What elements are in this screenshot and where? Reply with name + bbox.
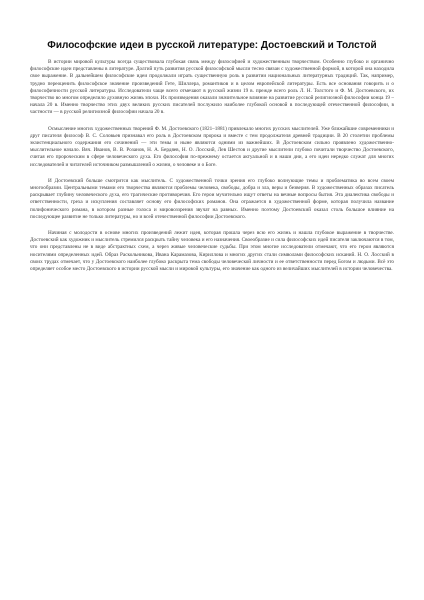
paragraph: В истории мировой культуры всегда существовала глубокая связь между философией и художественным творчеством. Особенно глубоко и органично философские идеи представлены в литературе. Долгий путь развития русской философской мысли тесно связан с художественной формой, в которой она находила свое выражение. В дальнейшем философские идеи продолжали играть существенную роль в развитии национальных литературных традиций. Так, например, трудно переоценить философское значение произведений Гете, Шиллера, романтиков и в целом европейской литературы. Есть все основания говорить и о философичности русской литературы. Исследователи чаще всего отмечают в русской жизни 19 в. прежде всего роль Л. Н. Толстого и Ф. М. Достоевского, их творчество во многом определило духовную жизнь эпохи. Их произведения оказали значительное влияние на развитие русской религиозной философии конца 19 – начала 20 в. Именно творчество этих двух великих русских писателей послужило наиболее глубокой основой в последующей отечественной философии, в частности — в русской религиозной философии начала 20 в. <box>30 59 394 116</box>
paragraph: Начиная с молодости в основе многих произведений лежит идея, которая прошла через всю его жизнь и нашла глубокое выражение в творчестве. Достоевский как художник и мыслитель стремился раскрыть тайну человека и его назначения. Своеобразие и сила философских идей писателя заключаются в том, что они представлены не в виде абстрактных схем, а через живые человеческие судьбы. При этом многие исследователи отмечают, что его герои являются носителями определенных идей. Образ Раскольникова, Ивана Карамазова, Кириллова и многих других стали символами философских исканий. Н. О. Лосский в своих трудах отмечает, что у Достоевского наиболее глубоко раскрыта тема свободы человеческой личности и ее ответственности перед Богом и людьми. Всё это определяет особое место Достоевского в истории русской мысли и мировой культуры, его значение как одного из величайших мыслителей в истории человечества. <box>30 230 394 273</box>
paragraph: Осмысление многих художественных творений Ф. М. Достоевского (1821–1881) привлекало многих русских мыслителей. Уже ближайшие современники и друг писателя философ В. С. Соловьев признавал его роль в Достоевском пророка и вместе с тем продолжателя древней традиции. В 20 столетии проблемы экзистенциального содержания его сочинений — эти темы и ныне являются одними из важнейших. В Достоевском сильно проявлено художественно-мыслительное начало. Вяч. Иванов, В. В. Розанов, Н. А. Бердяев, Н. О. Лосский, Лев Шестов и другие мыслители глубоко почитали творчество Достоевского, считая его пророческим в сфере человеческого духа. Его философия по-прежнему остается актуальной и в наши дни, а его идеи нередко служат для многих исследователей и читателей источником размышлений о жизни, о человеке и о Боге. <box>30 125 394 168</box>
document-body <box>30 59 394 273</box>
document-title: Философские идеи в русской литературе: Достоевский и Толстой <box>47 40 377 51</box>
paragraph: И Достоевский больше смотрится как мыслитель. С художественной точки зрения его глубоко волнующие темы и проблематика во всем своем многообразии. Центральными темами его творчества являются проблемы человека, свободы, добра и зла, веры и безверия. В художественных образах писатель раскрывает глубину человеческого духа, его трагические противоречия. Его герои мучительно ищут ответы на вечные вопросы бытия. Эта диалектика свободы и ответственности, греха и искупления составляет основу его философских романов. Она отражается в художественной форме, которая получила название полифонического романа, в котором разные голоса и мировоззрения звучат на равных. Именно поэтому Достоевский оказал столь большое влияние на последующее развитие не только литературы, но и всей отечественной философии Достоевского. <box>30 177 394 220</box>
